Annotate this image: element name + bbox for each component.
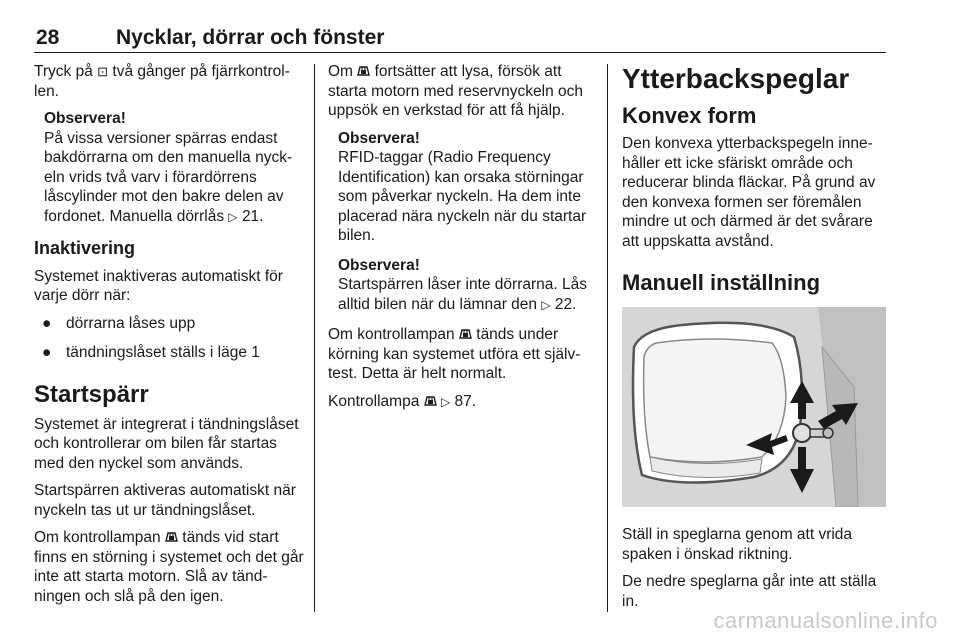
section-title: Ytterbackspeglar [622,63,850,94]
list-item: ● dörrarna låses upp [42,314,196,332]
inactivation-text: Systemet inaktiveras automatiskt för varje dörr när: [34,267,283,304]
column-2 [328,62,598,420]
column-1 [34,62,304,614]
inactivation-list [34,314,304,363]
immobiliser-p2: Startspärren aktiveras automatiskt när nyckeln tas ut ur tändningslåset. [34,482,296,519]
mirror-illustration [622,307,886,507]
heading-inactivation: Inaktivering [34,238,136,258]
heading-manual-adjustment: Manuell inställning [622,270,821,295]
page-ref-arrow-icon: ▷ [541,297,551,312]
chapter-title: Nycklar, dörrar och fönster [116,26,385,49]
column-divider-2 [607,64,608,612]
page-ref-arrow-icon: ▷ [228,209,238,224]
note-lock [338,256,598,316]
note-manual-lock [44,109,304,227]
page-ref-link[interactable]: 21. [241,207,264,225]
manual-p2: De nedre speglarna går inte att ställa in. [622,573,877,610]
note-title: Observera! [338,129,420,147]
page-number: 28 [36,26,60,49]
bullet-icon: ● [42,314,52,332]
lock-button-icon: ⊡ [97,64,109,79]
page-ref-link[interactable]: 22. [554,295,577,313]
immobiliser-lamp-icon [459,325,472,345]
lamp-reference: Kontrollampa ▷ 87. [328,392,477,410]
convex-text: Den konvexa ytterbackspegeln innehåller ett icke sfäriskt område och reducerar blinda fläckar. På grund av den konvexa formen ser föremålen mindre ut och därmed är det svårare att uppskatta avstånd. [622,135,876,250]
note-title: Observera! [44,110,126,127]
immobiliser-p4: Om fortsätter att lysa, försök att starta motorn med reservnyckeln och uppsök en verkstad för att få hjälp. [328,63,583,119]
immobiliser-lamp-icon [357,62,370,82]
page-ref-arrow-icon: ▷ [440,394,451,409]
page-ref-link[interactable]: 87. [454,392,477,410]
immobiliser-lamp-icon [165,528,178,548]
immobiliser-p1: Systemet är integrerat i tändningslåset och kontrollerar om bilen får startas med den nyckel som används. [34,415,299,472]
note-title: Observera! [338,256,420,274]
column-divider-1 [314,64,315,612]
bullet-icon: ● [42,344,52,361]
selftest-paragraph: Om kontrollampan tänds under körning kan systemet utföra ett självtest. Detta är helt normalt. [328,326,581,382]
heading-convex: Konvex form [622,103,757,128]
note-body: Startspärren låser inte dörrarna. Lås alltid bilen när du lämnar den ▷ 22. [338,276,587,313]
heading-immobiliser: Startspärr [34,380,149,408]
intro-paragraph: Tryck på ⊡ två gånger på fjärrkontrollen. [34,63,290,100]
manual-p1: Ställ in speglarna genom att vrida spaken i önskad riktning. [622,526,853,563]
page-header [34,22,886,53]
column-3 [622,62,890,619]
immobiliser-p3: Om kontrollampan tänds vid start finns en störning i systemet och det går inte att starta motorn. Slå av tändningen och slå på den igen. [34,529,304,605]
immobiliser-lamp-icon [424,392,437,412]
note-body: RFID-taggar (Radio Frequency Identification) kan orsaka störningar som påverkar nyckeln. Ha dem inte placerad nära nyckeln när du startar bilen. [338,149,587,244]
list-item: ● tändningslåset ställs i läge 1 [42,344,260,361]
note-body: På vissa versioner spärras endast bakdörrarna om den manuella nyckeln vrids två varv i förardörrens låscylinder mot den bakre delen av fordonet. Manuella dörrlås ▷ 21. [44,129,293,225]
watermark: carmanualsonline.info [713,608,938,633]
note-rfid [338,129,598,246]
